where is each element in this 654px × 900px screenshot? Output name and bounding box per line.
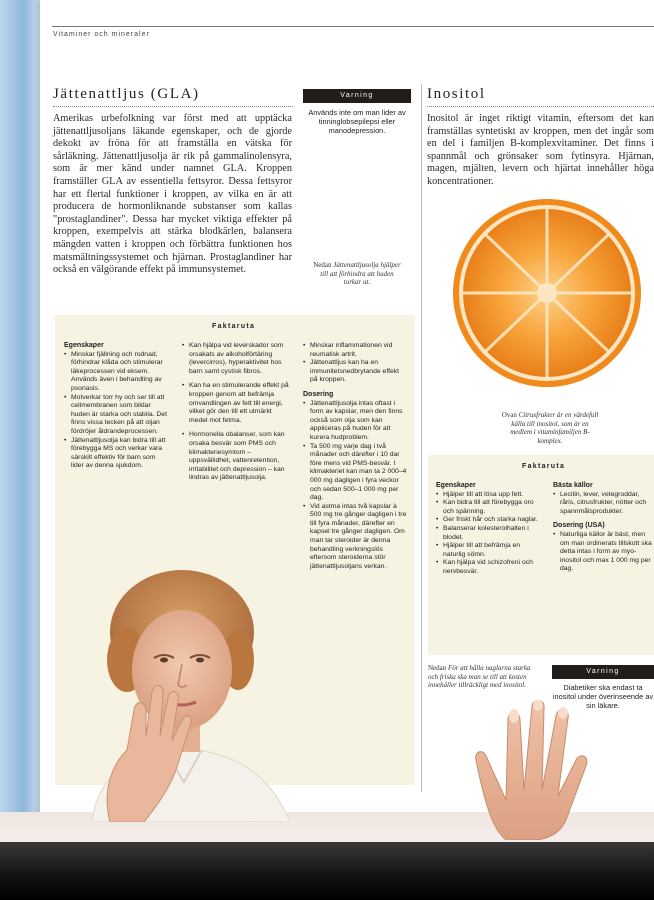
- list-item: • Lecitin, lever, vetegroddar, råris, citrusfrukter, nötter och spannmålsprodukter.: [553, 491, 653, 517]
- faktaruta-col-1: [64, 342, 170, 471]
- scan-bottom-shadow: [0, 842, 654, 900]
- list-item: • Hjälper till att lösa upp fett.: [436, 491, 540, 500]
- list-item: • Hjälper till att befrämja en naturlig sömn.: [436, 542, 540, 559]
- faktaruta-heading: Dosering: [303, 390, 334, 398]
- warning-text: Används inte om man lider av tinninglobsepilepsi eller manodepression.: [308, 108, 406, 136]
- orange-slice-photo: [452, 198, 642, 388]
- list-item: • Motverkar torr hy och ser till att cellmembranen som bildar huden är starka och stabila. Det finns vissa tecken på att oljan fördröjer åldrandeprocessen.: [64, 394, 170, 437]
- column-divider: [421, 84, 422, 792]
- section-title-rule: [427, 106, 654, 107]
- faktaruta-title: Faktaruta: [212, 323, 256, 330]
- caption-hand: [428, 664, 532, 690]
- list-item: • Kan hjälpa vid schizofreni och nervbesvär.: [436, 559, 540, 576]
- list-item: • Jättenattljusolja kan bidra till att förebygga MS och verkar vara särskilt effektiv för barn som lider av denna sjukdom.: [64, 437, 170, 471]
- faktaruta-col-3: [303, 342, 408, 571]
- faktaruta-col-2: [553, 482, 653, 574]
- caption-text: Jättenattljusolja hjälper till att förhindra att huden torkar ut.: [320, 261, 401, 286]
- section-title-rule: [53, 106, 293, 107]
- faktaruta-col-1: [436, 482, 540, 577]
- list-item: • Kan ha en stimulerande effekt på kroppen genom att befrämja omvandlingen av fett till energi, vilket gör den till ett utmärkt medel mot fetma.: [182, 382, 290, 425]
- caption-text: För att hålla naglarna starka och friska ska man se till att kosten innehåller tillräckligt med inositol.: [428, 664, 531, 689]
- section-title-gla: Jättenattljus (GLA): [53, 86, 200, 102]
- gla-body-text: Amerikas urbefolkning var först med att upptäcka jättenattljusoljans läkande egenskaper, och de gjorde dekokt av fröna för att framställa en vätska för sårläkning. Jättenattljusolja är rik på gammalinolensyra, som är mer känd under namnet GLA. Kroppen framställer GLA av essentiella fettsyror. Dessa fettsyror har ett flertal funktioner i kroppen, av vilka en är att producera de hormonliknande substanser som kallas "prostaglandiner". Dessa har mycket viktiga effekter på kroppen, exempelvis att stärka blodkärlen, balansera mängden vatten i kroppen och förbättra funktionen hos matsmältningssystemet och hjärnan. Prostaglandiner har också en välgörande effekt på immunsystemet.: [53, 113, 292, 276]
- list-item: • Vid astma intas två kapslar à 500 mg tre gånger dagligen i tre till fyra månader, därefter en kapsel tre gånger dagligen. Om man tar steroider är denna behandling verkningslös eftersom steroiderna stör jättenattljusoljans verkan.: [303, 503, 408, 572]
- warning-label: Varning: [303, 89, 411, 103]
- list-item: • Ta 500 mg varje dag i två månader och därefter i 10 dar före mens vid PMS-besvär. I klimakteriet kan man ta 2 000–4 000 mg dagligen i fyra veckor och sedan 500–1 000 mg per dag.: [303, 443, 408, 503]
- woman-photo: [72, 560, 298, 822]
- faktaruta-heading: Dosering (USA): [553, 522, 605, 530]
- list-item: • Minskar inflammationen vid reumatisk artrit.: [303, 342, 408, 359]
- faktaruta-col-2: [182, 342, 290, 483]
- caption-text: Citrusfrukter är en värdefull källa till inositol, som är en medlem i vitaminfamiljen B-komplex.: [510, 411, 599, 445]
- list-item: • Jättenattljusolja intas oftast i form av kapslar, men den finns också som olja som kan appliceras på huden för att kurera hudproblem.: [303, 400, 408, 443]
- warning-label: Varning: [552, 665, 654, 679]
- caption-orange: [500, 411, 600, 445]
- caption-woman: [312, 261, 402, 287]
- faktaruta-heading: Egenskaper: [64, 342, 104, 349]
- list-item: • Ger friskt hår och starka naglar.: [436, 516, 540, 525]
- caption-lead: Ovan: [501, 411, 517, 419]
- list-item: • Balanserar kolesterolhalten i blodet.: [436, 525, 540, 542]
- list-item: • Minskar fjällning och rodnad, förhindrar klåda och stimulerar läkeprocessen vid eksem. Används även i behandling av psoriasis.: [64, 351, 170, 394]
- list-item: • Kan hjälpa vid leverskador som orsakats av alkoholförtäring (levercirros), hyperaktivitet hos barn samt cystisk fibros.: [182, 342, 290, 376]
- running-head: Vitaminer och mineraler: [53, 31, 150, 38]
- list-item: • Jättenattljus kan ha en immunitetsnedbrytande effekt på kroppen.: [303, 359, 408, 385]
- faktaruta-heading: Egenskaper: [436, 482, 476, 489]
- faktaruta-title: Faktaruta: [522, 463, 566, 470]
- section-title-inositol: Inositol: [427, 86, 486, 102]
- list-item: • Hormonella obalanser, som kan orsaka besvär som PMS och klimakteriesymtom – uppsvällidhet, vattenretention, irritabilitet och depression – kan lindras av jättenattljusolja.: [182, 431, 290, 483]
- scan-left-margin: [0, 0, 40, 840]
- inositol-body-text: Inositol är inget riktigt vitamin, eftersom det kan framställas syntetiskt av kroppen, men det ingår som en del i familjen B-komplexvitaminer. Det finns i spannmål och grönsaker som fytinsyra. Hjärnan, magen, mjälten, levern och hjärtat innehåller höga koncentrationer.: [427, 113, 654, 187]
- caption-lead: Nedan: [428, 664, 447, 672]
- hand-photo: [466, 700, 616, 840]
- list-item: • Naturliga källor är bäst, men om man ordinerats tillskott ska detta intas i form av myo-inositol och max 1 000 mg per dag.: [553, 531, 653, 574]
- list-item: • Kan bidra till att förebygga oro och spänning.: [436, 499, 540, 516]
- caption-lead: Nedan: [313, 261, 332, 269]
- warning-text: Diabetiker ska endast ta inositol under överinseende av sin läkare.: [552, 683, 654, 711]
- faktaruta-heading: Bästa källor: [553, 482, 593, 489]
- header-rule: [52, 26, 654, 27]
